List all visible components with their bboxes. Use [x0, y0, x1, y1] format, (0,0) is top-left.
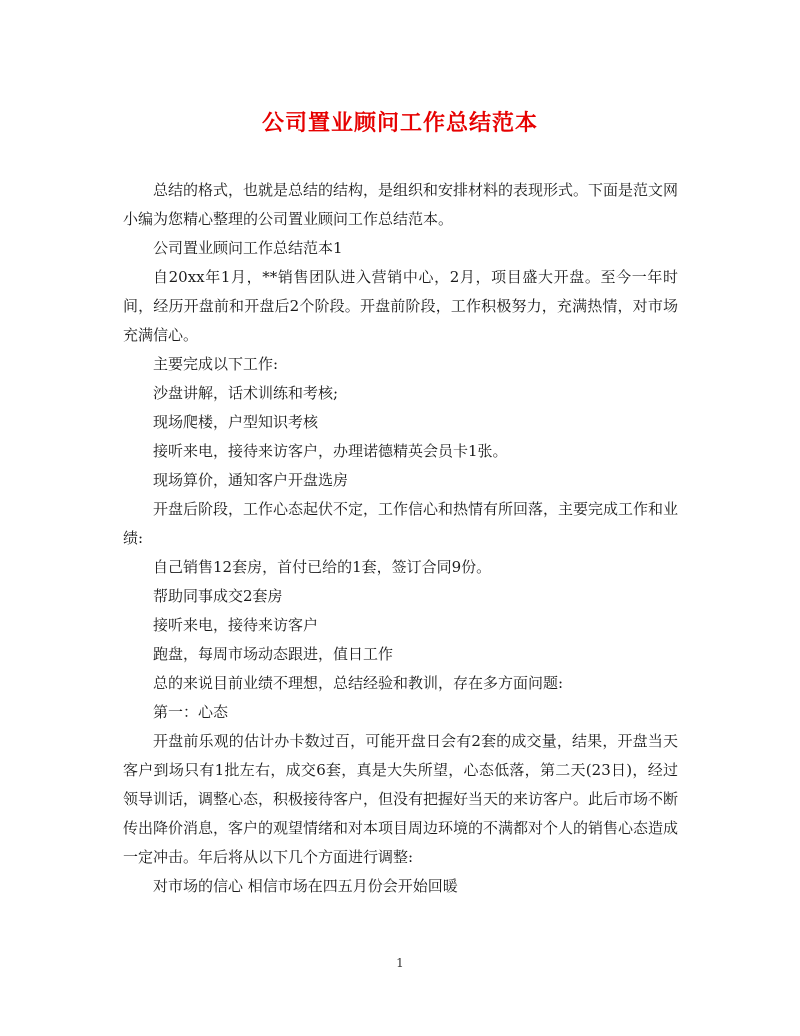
section-heading: 公司置业顾问工作总结范本1	[153, 239, 343, 257]
list-item: 沙盘讲解，话术训练和考核;	[153, 384, 339, 402]
paragraph: 开盘前乐观的估计办卡数过百，可能开盘日会有2套的成交量，结果，开盘当天客户到场只有1批左右，成交6套，真是大失所望，心态低落，第二天(23日)，经过领导训话，调整心态，积极接待客户，但没有把握好当天的来访客户。此后市场不断传出降价消息，客户的观望情绪和对本项目周边环境的不满都对个人的销售心态造成一定冲击。年后将从以下几个方面进行调整:	[123, 732, 679, 866]
list-item: 自己销售12套房，首付已给的1套，签订合同9份。	[153, 558, 492, 576]
list-item: 现场算价，通知客户开盘选房	[153, 471, 349, 489]
page-number: 1	[396, 956, 404, 970]
list-item: 接听来电，接待来访客户	[153, 616, 319, 634]
paragraph-intro: 总结的格式，也就是总结的结构，是组织和安排材料的表现形式。下面是范文网小编为您精心整理的公司置业顾问工作总结范本。	[123, 181, 679, 228]
document-body	[123, 176, 678, 901]
paragraph: 自20xx年1月，**销售团队进入营销中心，2月，项目盛大开盘。至今一年时间，经历开盘前和开盘后2个阶段。开盘前阶段，工作积极努力，充满热情，对市场充满信心。	[123, 268, 678, 344]
paragraph: 开盘后阶段，工作心态起伏不定，工作信心和热情有所回落，主要完成工作和业绩:	[123, 500, 679, 547]
paragraph: 对市场的信心 相信市场在四五月份会开始回暖	[153, 877, 458, 895]
subheading: 第一：心态	[153, 703, 229, 721]
list-item: 跑盘，每周市场动态跟进，值日工作	[153, 645, 394, 663]
document-title: 公司置业顾问工作总结范本	[261, 110, 538, 136]
paragraph: 总的来说目前业绩不理想，总结经验和教训，存在多方面问题:	[153, 674, 564, 692]
list-item: 帮助同事成交2套房	[153, 587, 283, 605]
list-item: 现场爬楼，户型知识考核	[153, 413, 319, 431]
paragraph: 主要完成以下工作:	[153, 355, 279, 373]
list-item: 接听来电，接待来访客户，办理诺德精英会员卡1张。	[153, 442, 508, 460]
